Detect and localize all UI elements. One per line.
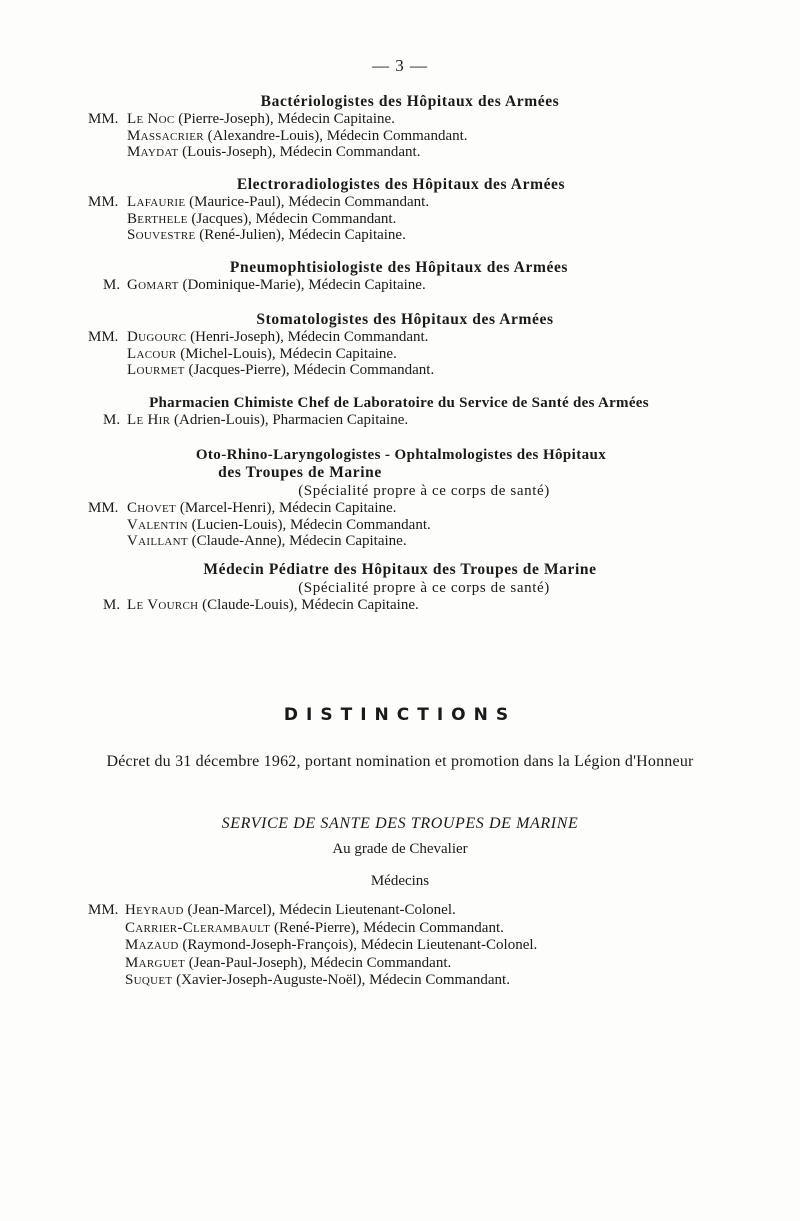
list-item bbox=[0, 211, 800, 228]
section-heading: Oto-Rhino-Laryngologistes - Ophtalmologistes des Hôpitaux bbox=[195, 447, 607, 463]
list-item bbox=[0, 227, 800, 244]
list-item bbox=[0, 500, 800, 517]
person-name: Berthele bbox=[127, 210, 188, 227]
person-details: (Michel-Louis), Médecin Capitaine. bbox=[176, 345, 397, 362]
list-item bbox=[0, 128, 800, 145]
list-item bbox=[0, 144, 800, 161]
person-name: Massacrier bbox=[127, 127, 204, 144]
service-title: SERVICE DE SANTE DES TROUPES DE MARINE bbox=[221, 815, 579, 832]
person-name: Le Vourch bbox=[127, 597, 199, 613]
person-name: Maydat bbox=[127, 144, 179, 161]
entry-prefix: MM. bbox=[88, 329, 119, 345]
list-item bbox=[0, 920, 800, 938]
person-details: (Raymond-Joseph-François), Médecin Lieutenant-Colonel. bbox=[178, 937, 538, 953]
list-item bbox=[0, 362, 800, 379]
person-details: (Louis-Joseph), Médecin Commandant. bbox=[178, 144, 421, 161]
category-label: Médecins bbox=[370, 873, 430, 889]
person-details: (René-Julien), Médecin Capitaine. bbox=[195, 227, 406, 244]
page-number: — 3 — bbox=[372, 56, 428, 75]
list-item bbox=[0, 972, 800, 990]
person-name: Chovet bbox=[127, 500, 177, 516]
person-name: Carrier-Clerambault bbox=[125, 919, 271, 936]
decree-text: Décret du 31 décembre 1962, portant nomination et promotion dans la Légion d'Honneur bbox=[106, 753, 694, 770]
person-details: (Jacques-Pierre), Médecin Commandant. bbox=[184, 362, 435, 379]
person-name: Le Noc bbox=[127, 111, 175, 127]
list-item bbox=[0, 111, 800, 128]
person-details: (Jean-Paul-Joseph), Médecin Commandant. bbox=[185, 954, 452, 971]
person-details: (Henri-Joseph), Médecin Commandant. bbox=[186, 329, 429, 345]
list-item bbox=[0, 902, 800, 920]
person-details: (Dominique-Marie), Médecin Capitaine. bbox=[178, 277, 426, 293]
entry-prefix: MM. bbox=[88, 902, 119, 918]
section-orl-ophtalmologistes bbox=[0, 446, 800, 550]
section-heading: Pharmacien Chimiste Chef de Laboratoire du Service de Santé des Armées bbox=[149, 395, 649, 411]
person-name: Heyraud bbox=[125, 902, 184, 918]
person-name: Lourmet bbox=[127, 362, 185, 379]
person-name: Souvestre bbox=[127, 227, 196, 244]
section-heading: Bactériologistes des Hôpitaux des Armées bbox=[260, 93, 560, 110]
section-heading-line2: des Troupes de Marine bbox=[218, 464, 382, 481]
list-item bbox=[0, 517, 800, 534]
person-name: Mazaud bbox=[125, 937, 179, 953]
person-details: (Alexandre-Louis), Médecin Commandant. bbox=[203, 127, 468, 144]
person-details: (Jacques), Médecin Commandant. bbox=[187, 210, 397, 227]
person-details: (Claude-Louis), Médecin Capitaine. bbox=[198, 597, 419, 613]
person-details: (Jean-Marcel), Médecin Lieutenant-Colonel. bbox=[183, 902, 456, 918]
list-item bbox=[0, 533, 800, 550]
person-name: Dugourc bbox=[127, 329, 187, 345]
distinctions-title: DISTINCTIONS bbox=[283, 705, 517, 725]
person-name: Lafaurie bbox=[127, 194, 186, 210]
list-item bbox=[0, 412, 800, 429]
person-details: (Adrien-Louis), Pharmacien Capitaine. bbox=[170, 412, 409, 428]
list-item bbox=[0, 346, 800, 363]
section-electroradiologistes bbox=[0, 176, 800, 244]
person-details: (Pierre-Joseph), Médecin Capitaine. bbox=[174, 111, 395, 127]
person-name: Lacour bbox=[127, 345, 177, 362]
section-heading: Pneumophtisiologiste des Hôpitaux des Armées bbox=[229, 259, 569, 276]
section-medecin-pediatre bbox=[0, 561, 800, 614]
distinctions-list bbox=[0, 902, 800, 990]
section-heading: Stomatologistes des Hôpitaux des Armées bbox=[256, 311, 554, 328]
person-details: (Maurice-Paul), Médecin Commandant. bbox=[185, 194, 430, 210]
section-heading: Electroradiologistes des Hôpitaux des Armées bbox=[236, 176, 566, 193]
person-name: Valentin bbox=[127, 516, 188, 533]
entry-prefix: M. bbox=[103, 277, 121, 293]
entry-prefix: M. bbox=[103, 412, 121, 428]
entry-prefix: M. bbox=[103, 597, 121, 613]
entry-prefix: MM. bbox=[88, 111, 119, 127]
section-bacteriologistes bbox=[0, 93, 800, 161]
person-details: (René-Pierre), Médecin Commandant. bbox=[270, 919, 504, 936]
person-details: (Claude-Anne), Médecin Capitaine. bbox=[187, 533, 407, 550]
list-item bbox=[0, 329, 800, 346]
list-item bbox=[0, 277, 800, 294]
section-pneumophtisiologiste bbox=[0, 259, 800, 294]
person-name: Suquet bbox=[125, 972, 173, 988]
person-name: Vaillant bbox=[127, 533, 188, 550]
list-item bbox=[0, 955, 800, 973]
section-pharmacien bbox=[0, 394, 800, 429]
section-subheading: (Spécialité propre à ce corps de santé) bbox=[298, 483, 550, 499]
list-item bbox=[0, 597, 800, 614]
person-details: (Marcel-Henri), Médecin Capitaine. bbox=[176, 500, 397, 516]
person-details: (Lucien-Louis), Médecin Commandant. bbox=[187, 516, 431, 533]
list-item bbox=[0, 937, 800, 955]
person-name: Gomart bbox=[127, 277, 179, 293]
person-details: (Xavier-Joseph-Auguste-Noël), Médecin Commandant. bbox=[172, 972, 510, 988]
section-subheading: (Spécialité propre à ce corps de santé) bbox=[298, 580, 550, 596]
section-stomatologistes bbox=[0, 311, 800, 379]
grade-label: Au grade de Chevalier bbox=[332, 841, 468, 857]
person-name: Le Hir bbox=[127, 412, 171, 428]
list-item bbox=[0, 194, 800, 211]
entry-prefix: MM. bbox=[88, 194, 119, 210]
person-name: Marguet bbox=[125, 954, 186, 971]
entry-prefix: MM. bbox=[88, 500, 119, 516]
section-heading: Médecin Pédiatre des Hôpitaux des Troupes de Marine bbox=[203, 561, 597, 578]
